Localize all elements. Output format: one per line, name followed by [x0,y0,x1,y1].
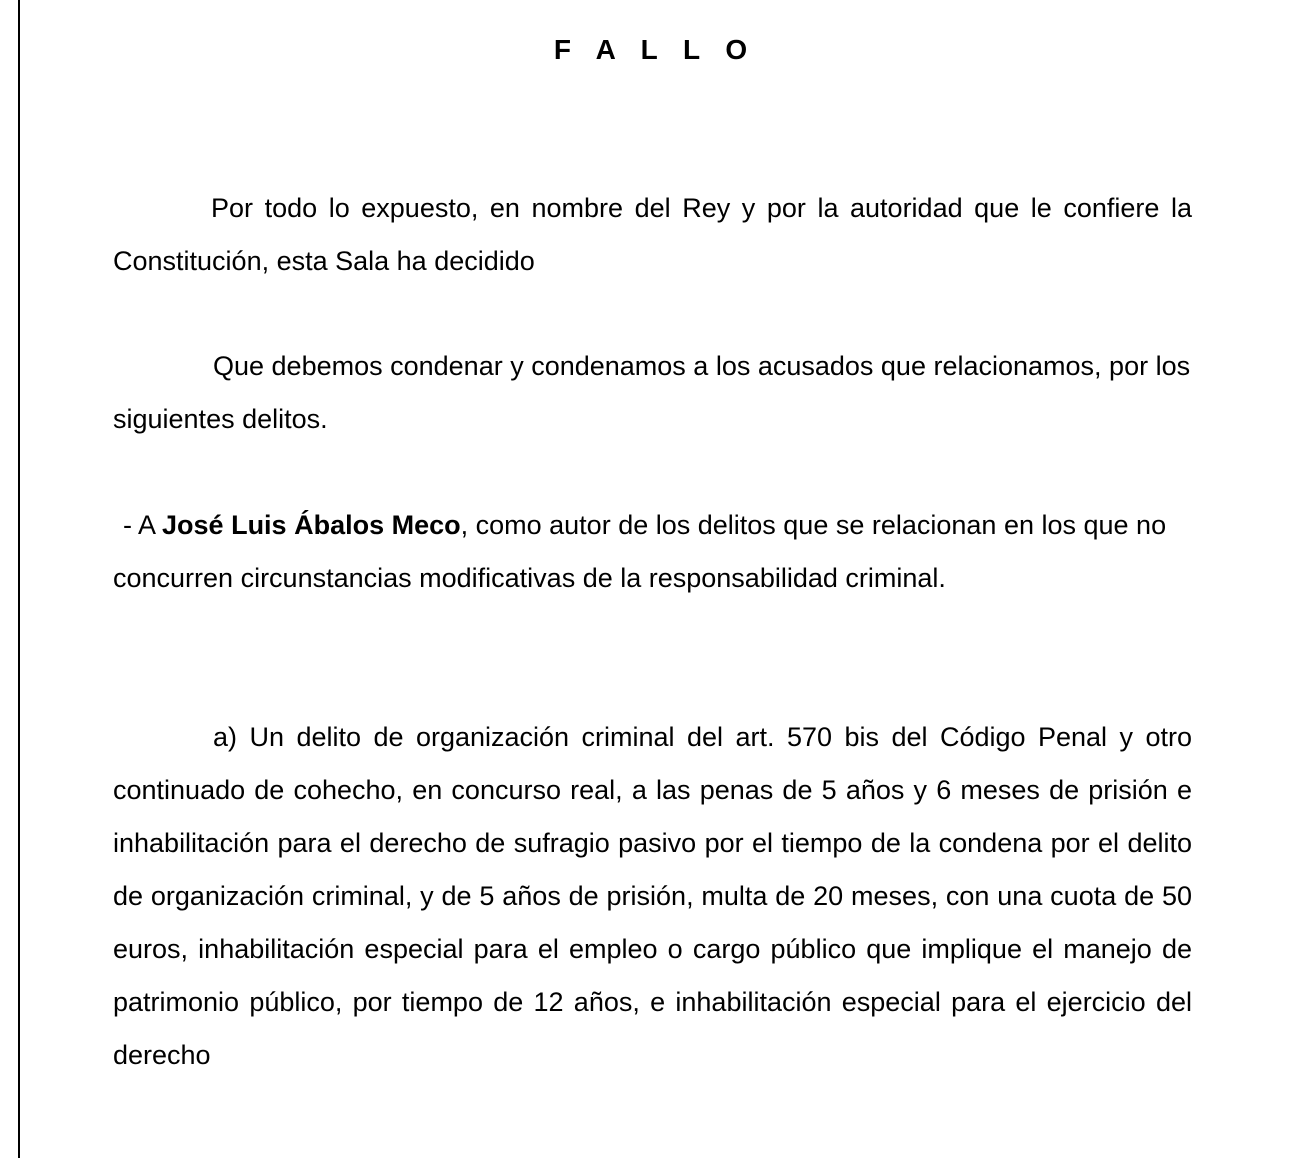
document-title: F A L L O [553,34,757,65]
defendant-name: José Luis Ábalos Meco [162,510,461,540]
paragraph-intro: Por todo lo expuesto, en nombre del Rey y por la autoridad que le confiere la Constitución, esta Sala ha decidido [113,193,1192,276]
defendant-prefix: - A [123,510,163,540]
paragraph-item-a: a) Un delito de organización criminal del art. 570 bis del Código Penal y otro continuado de cohecho, en concurso real, a las penas de 5 años y 6 meses de prisión e inhabilitación para el derecho de sufragio pasivo por el tiempo de la condena por el delito de organización criminal, y de 5 años de prisión, multa de 20 meses, con una cuota de 50 euros, inhabilitación especial para el empleo o cargo público que implique el manejo de patrimonio público, por tiempo de 12 años, e inhabilitación especial para el ejercicio del derecho [113,722,1192,1070]
paragraph-condena: Que debemos condenar y condenamos a los acusados que relacionamos, por los siguientes delitos. [113,351,1191,434]
page-left-border [18,0,20,1158]
paragraph-defendant [113,499,1192,605]
defendant-description: , como autor de los delitos que se relacionan en los que no concurren circunstancias modificativas de la responsabilidad criminal. [113,510,1167,593]
